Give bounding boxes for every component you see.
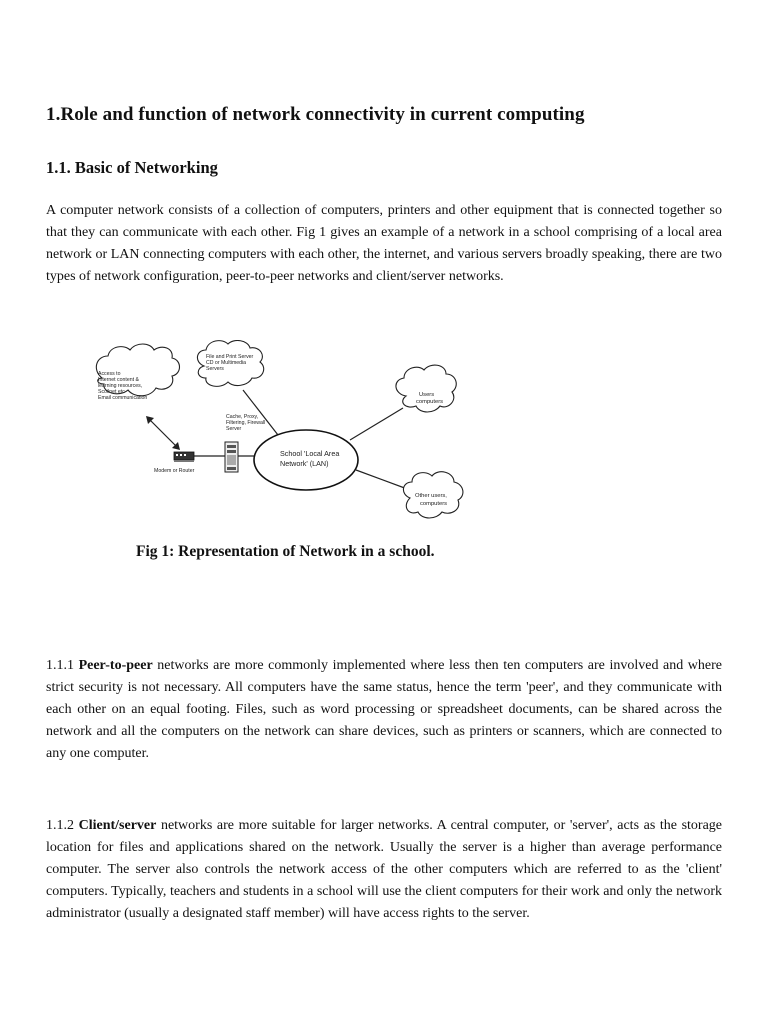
cloud-file-server-line-2: Servers <box>206 366 224 372</box>
cloud-users-line-1: computers <box>416 399 444 405</box>
client-text: networks are more suitable for larger networks. A central computer, or 'server', acts as the storage location for files and applications shared on the network. Usually the server is a higher than average performance computer. The server also controls the network access of the other computers which are referred to as the 'client' computers. Typically, teachers and students in a school will use the client computers for their work and only the network administrator (usually a designated staff member) will have access rights to the server. <box>46 818 723 921</box>
client-number: 1.1.2 <box>46 818 74 833</box>
subsection-heading: 1.1. Basic of Networking <box>46 158 218 177</box>
cloud-internet-line-1: Internet content & <box>98 377 139 383</box>
peer-paragraph <box>46 655 722 765</box>
cloud-other-users-line-1: computers <box>420 501 448 507</box>
link-lan-fileserver <box>243 390 278 435</box>
cloud-internet-line-3: Scoilnet etc <box>98 389 125 395</box>
client-server-paragraph <box>46 815 722 925</box>
link-lan-users <box>350 408 403 440</box>
cache-label-line-2: Server <box>226 426 242 432</box>
cloud-internet-line-0: Access to <box>98 371 121 377</box>
cloud-internet-line-4: Email communication <box>98 395 148 401</box>
cloud-internet-line-2: learning resources, <box>98 383 143 389</box>
client-term: Client/server <box>78 818 157 833</box>
peer-number: 1.1.1 <box>46 658 74 673</box>
cloud-file-server-line-0: File and Print Server <box>206 354 254 360</box>
modem-label: Modem or Router <box>154 468 195 474</box>
intro-paragraph: A computer network consists of a collection of computers, printers and other equipment that is connected together so that they can communicate with each other. Fig 1 gives an example of a network in a school comprising of a local area network or LAN connecting computers with each other, the internet, and various servers broadly speaking, there are two types of network configuration, peer-to-peer networks and client/server networks. <box>46 203 722 284</box>
cache-label-line-1: Filtering, Firewall <box>226 420 266 426</box>
network-diagram <box>88 340 488 525</box>
section-heading: 1.Role and function of network connectivity in current computing <box>46 104 585 125</box>
link-lan-other <box>356 470 410 490</box>
peer-text: networks are more commonly implemented where less then ten computers are involved and where strict security is not necessary. All computers have the same status, hence the term 'peer', and they communicate with each other on an equal footing. Files, such as word processing or spreadsheet documents, can be shared across the network and all the computers on the network can share devices, such as printers or scanners, which are connected to any one computer. <box>46 658 723 761</box>
cloud-file-server-line-1: CD or Multimedia <box>206 360 247 366</box>
cloud-users-line-0: Users <box>419 392 435 398</box>
peer-term: Peer-to-peer <box>78 658 153 673</box>
lan-label-line-0: School 'Local Area <box>280 449 340 458</box>
lan-label-line-1: Network' (LAN) <box>280 459 329 468</box>
cloud-other-users-line-0: Other users, <box>415 493 447 499</box>
link-internet-modem <box>150 420 176 446</box>
cache-label-line-0: Cache, Proxy, <box>226 414 259 420</box>
figure-caption: Fig 1: Representation of Network in a school. <box>136 543 435 560</box>
